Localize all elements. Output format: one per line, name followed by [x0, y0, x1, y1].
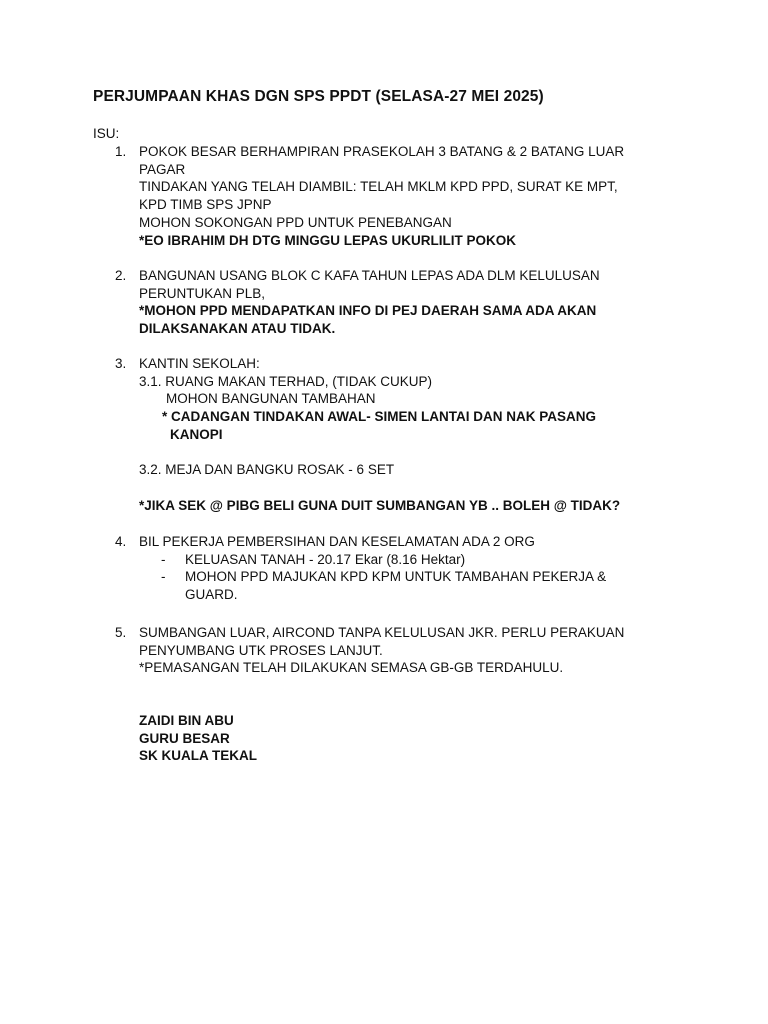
issue-text-line: SUMBANGAN LUAR, AIRCOND TANPA KELULUSAN JKR. PERLU PERAKUAN: [139, 625, 625, 640]
issue-number: 1.: [115, 144, 127, 159]
note-text-line: KANOPI: [170, 426, 223, 442]
issue-text-line: BANGUNAN USANG BLOK C KAFA TAHUN LEPAS ADA DLM KELULUSAN: [139, 268, 600, 283]
sub-issue-line: 3.1. RUANG MAKAN TERHAD, (TIDAK CUKUP): [139, 373, 433, 389]
dash-item-text: MOHON PPD MAJUKAN KPD KPM UNTUK TAMBAHAN PEKERJA &: [185, 569, 607, 585]
issue-body: [139, 624, 679, 677]
dash-item-text: GUARD.: [185, 587, 238, 603]
note-text-line: DILAKSANAKAN ATAU TIDAK.: [139, 321, 336, 337]
note-text-line: *MOHON PPD MENDAPATKAN INFO DI PEJ DAERAH SAMA ADA AKAN: [139, 303, 597, 319]
issue-text-line: PENYUMBANG UTK PROSES LANJUT.: [139, 642, 383, 658]
issue-text-line: PAGAR: [139, 161, 186, 177]
note-text-line: * CADANGAN TINDAKAN AWAL- SIMEN LANTAI DAN NAK PASANG: [162, 409, 596, 425]
issue-number: 4.: [115, 534, 127, 549]
spacer: [139, 479, 679, 497]
dash-bullet: -: [161, 551, 166, 567]
issue-body: [139, 355, 679, 514]
signatory-name: ZAIDI BIN ABU: [139, 713, 234, 728]
issue-text-line: POKOK BESAR BERHAMPIRAN PRASEKOLAH 3 BATANG & 2 BATANG LUAR: [139, 144, 625, 159]
dash-bullet: -: [161, 569, 166, 585]
issue-number: 5.: [115, 625, 127, 640]
dash-list-item: [139, 568, 679, 586]
request-text-line: MOHON BANGUNAN TAMBAHAN: [166, 391, 376, 407]
signatory-position: GURU BESAR: [139, 730, 230, 746]
isu-label: ISU:: [93, 126, 120, 141]
note-text-line: *JIKA SEK @ PIBG BELI GUNA DUIT SUMBANGAN YB .. BOLEH @ TIDAK?: [139, 497, 621, 513]
issue-body: [139, 267, 679, 338]
signatory-school: SK KUALA TEKAL: [139, 748, 257, 764]
request-text-line: MOHON SOKONGAN PPD UNTUK PENEBANGAN: [139, 214, 452, 230]
issue-number: 2.: [115, 268, 127, 283]
issue-text-line: KANTIN SEKOLAH:: [139, 356, 260, 371]
issue-body: [139, 143, 679, 249]
dash-item-text: KELUASAN TANAH - 20.17 Ekar (8.16 Hektar): [185, 551, 466, 567]
spacer: [139, 444, 679, 462]
note-text-line: *PEMASANGAN TELAH DILAKUKAN SEMASA GB-GB TERDAHULU.: [139, 660, 564, 676]
dash-list-item-continuation: [139, 586, 679, 604]
document-title: PERJUMPAAN KHAS DGN SPS PPDT (SELASA-27 MEI 2025): [93, 88, 544, 105]
action-text-line: TINDAKAN YANG TELAH DIAMBIL: TELAH MKLM KPD PPD, SURAT KE MPT,: [139, 179, 618, 195]
issue-text-line: BIL PEKERJA PEMBERSIHAN DAN KESELAMATAN ADA 2 ORG: [139, 534, 535, 549]
issue-text-line: PERUNTUKAN PLB,: [139, 285, 266, 301]
dash-list-item: [139, 551, 679, 569]
note-text-line: *EO IBRAHIM DH DTG MINGGU LEPAS UKURLILIT POKOK: [139, 232, 516, 248]
sub-issue-line: 3.2. MEJA DAN BANGKU ROSAK - 6 SET: [139, 462, 395, 478]
issue-body: [139, 533, 679, 604]
issue-number: 3.: [115, 356, 127, 371]
signature-block: [139, 712, 257, 765]
action-text-line: KPD TIMB SPS JPNP: [139, 197, 272, 213]
